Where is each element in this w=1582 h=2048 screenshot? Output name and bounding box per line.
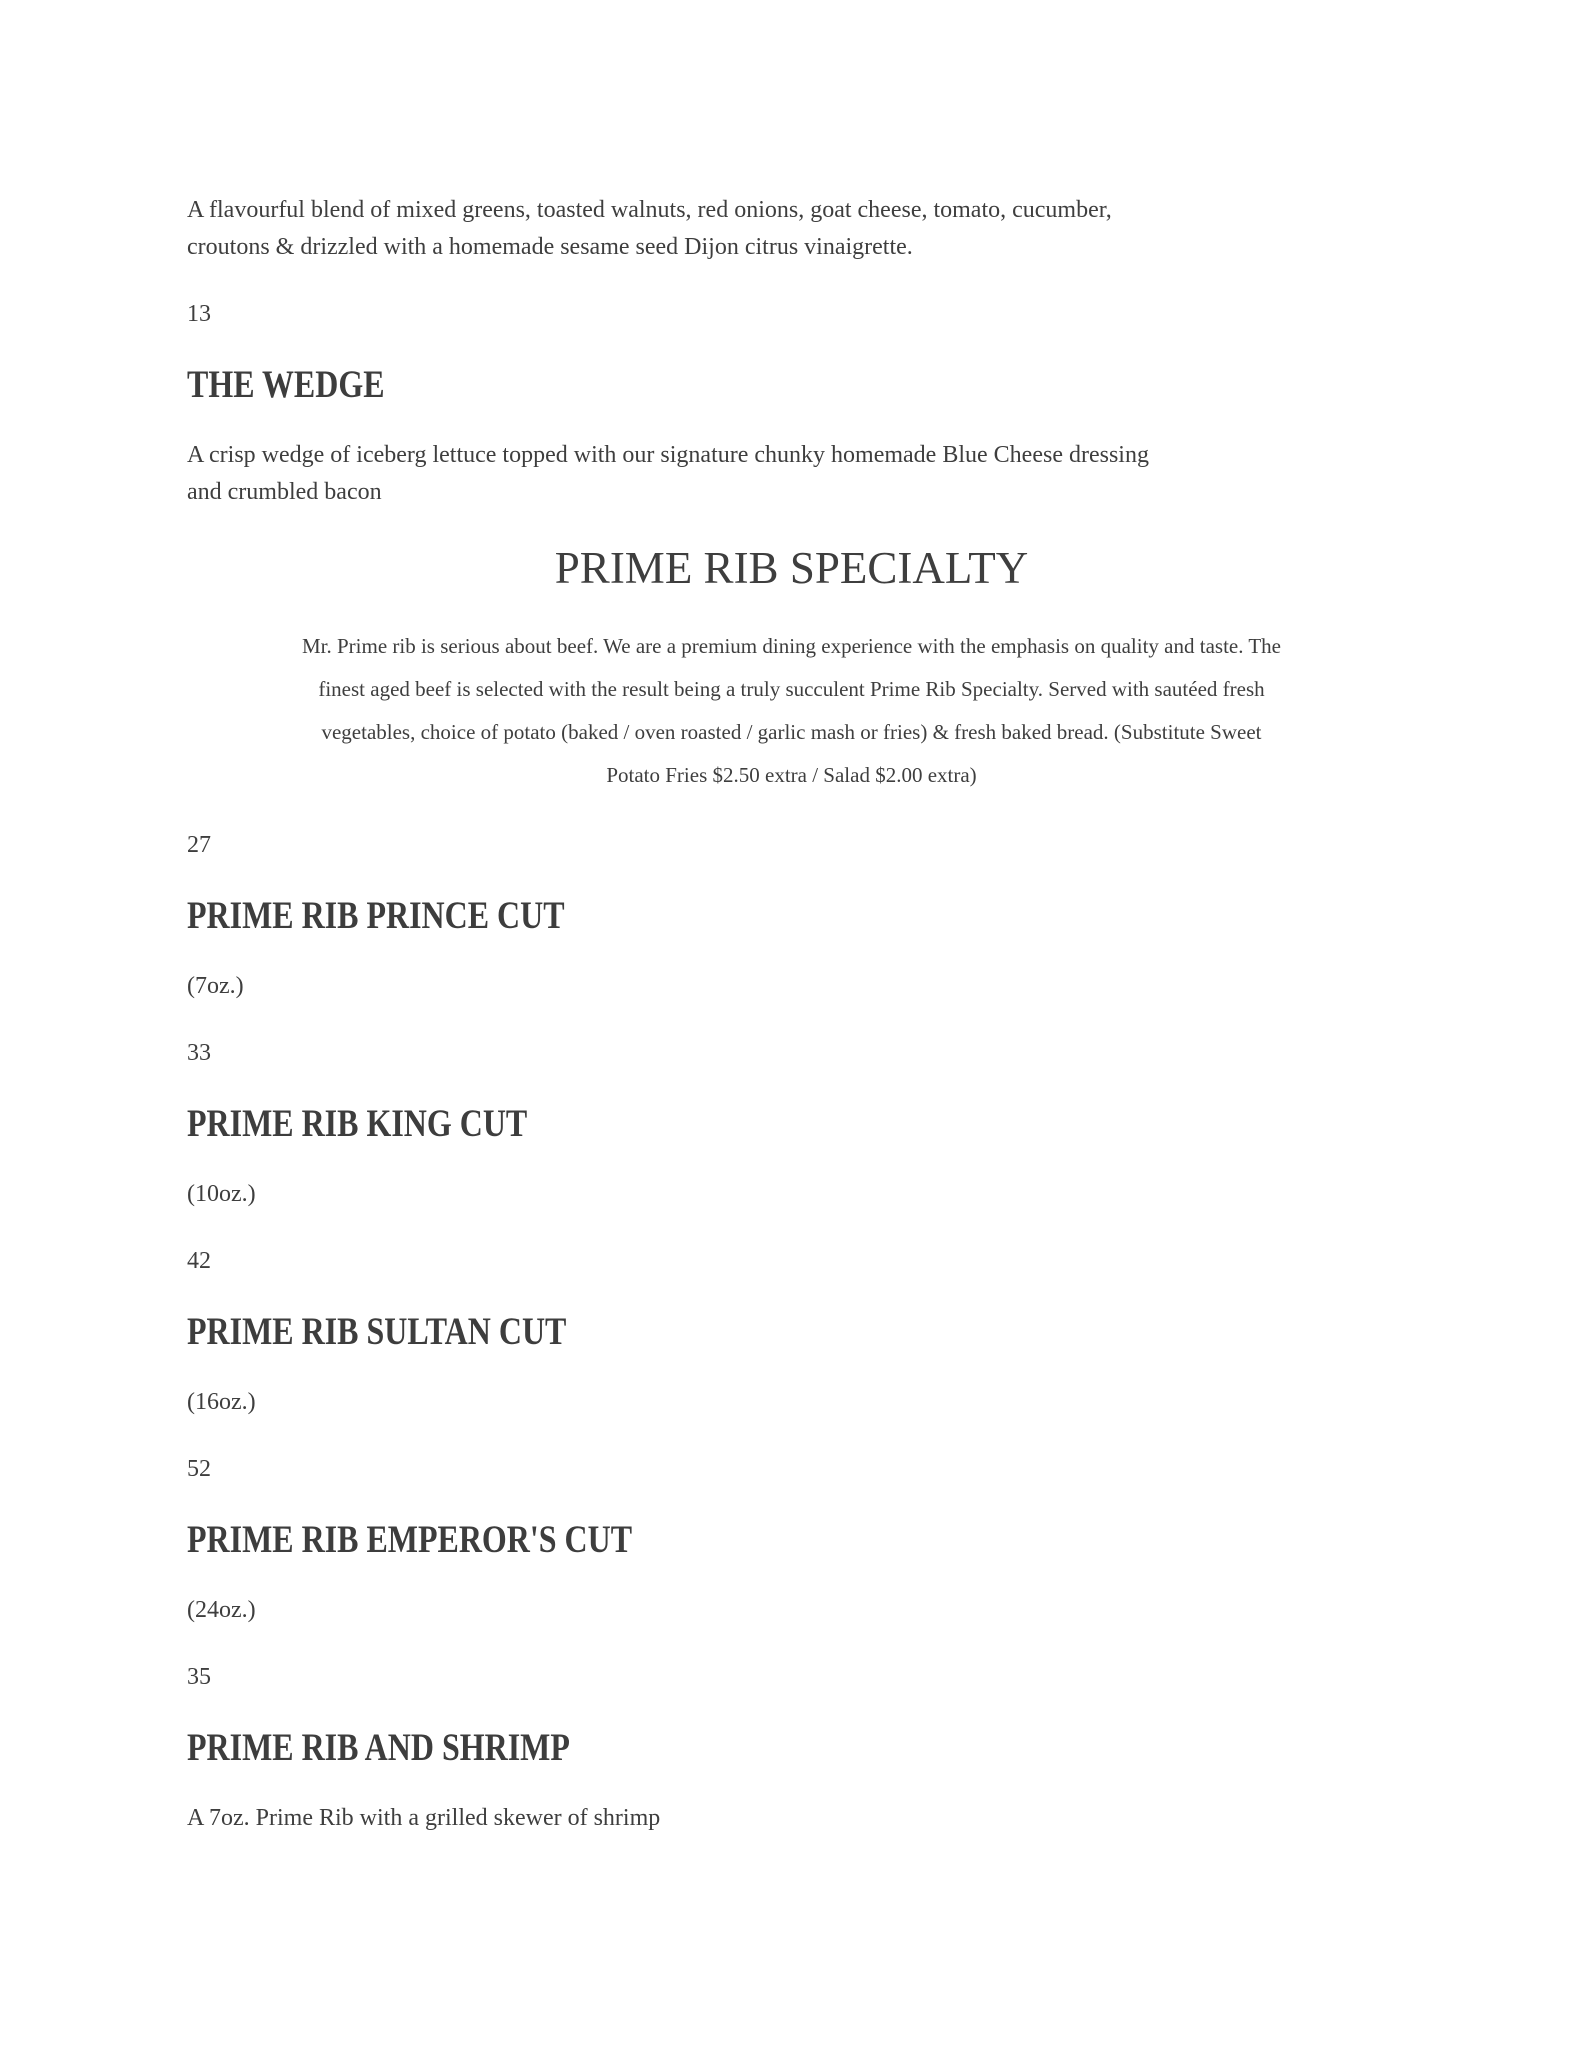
item-name: PRIME RIB EMPEROR'S CUT xyxy=(187,1518,633,1561)
item-name: PRIME RIB SULTAN CUT xyxy=(187,1310,567,1353)
item-price: 52 xyxy=(187,1456,211,1482)
item-size: (24oz.) xyxy=(187,1597,256,1623)
item-description: A 7oz. Prime Rib with a grilled skewer of shrimp xyxy=(187,1805,661,1831)
item-name: PRIME RIB AND SHRIMP xyxy=(187,1726,570,1769)
item-name: THE WEDGE xyxy=(187,363,385,406)
description-line: A crisp wedge of iceberg lettuce topped with our signature chunky homemade Blue Cheese dressing xyxy=(187,442,1149,468)
description-line: A flavourful blend of mixed greens, toasted walnuts, red onions, goat cheese, tomato, cucumber, xyxy=(187,197,1112,223)
section-title: PRIME RIB SPECIALTY xyxy=(554,543,1029,593)
description-line: and crumbled bacon xyxy=(187,479,382,505)
item-price: 27 xyxy=(187,832,211,858)
house-salad-description xyxy=(187,192,1396,266)
intro-line: Mr. Prime rib is serious about beef. We are a premium dining experience with the emphasis on quality and taste. The xyxy=(301,634,1282,658)
item-name: PRIME RIB PRINCE CUT xyxy=(187,894,565,937)
item-description xyxy=(187,437,1396,511)
item-name: PRIME RIB KING CUT xyxy=(187,1102,528,1145)
item-price: 42 xyxy=(187,1248,211,1274)
section-intro xyxy=(187,625,1396,797)
item-price: 33 xyxy=(187,1040,211,1066)
item-price: 13 xyxy=(187,301,211,327)
item-price: 35 xyxy=(187,1664,211,1690)
item-size: (7oz.) xyxy=(187,973,244,999)
description-line: croutons & drizzled with a homemade sesame seed Dijon citrus vinaigrette. xyxy=(187,234,913,260)
intro-line: finest aged beef is selected with the result being a truly succulent Prime Rib Specialty. Served with sautéed fresh xyxy=(318,677,1265,701)
item-size: (16oz.) xyxy=(187,1389,256,1415)
intro-line: Potato Fries $2.50 extra / Salad $2.00 extra) xyxy=(606,763,977,787)
intro-line: vegetables, choice of potato (baked / oven roasted / garlic mash or fries) & fresh baked bread. (Substitute Sweet xyxy=(321,720,1262,744)
item-size: (10oz.) xyxy=(187,1181,256,1207)
